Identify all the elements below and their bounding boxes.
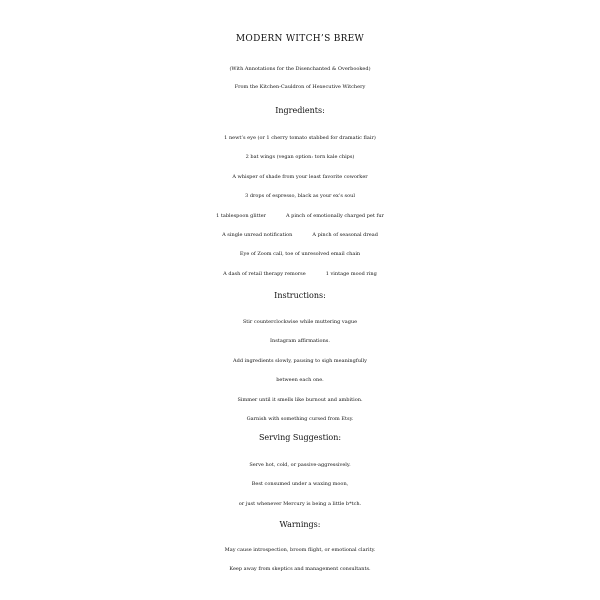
serving-line: Serve hot, cold, or passive-aggressively.	[249, 462, 351, 468]
instruction-line: between each one.	[276, 377, 324, 384]
ingredient-item: A pinch of seasonal dread	[312, 232, 378, 239]
instructions-list	[0, 313, 600, 429]
instruction-line: Simmer until it smells like burnout and ambition.	[237, 396, 363, 403]
ingredient-line: Eye of Zoom call, toe of unresolved email chain	[239, 251, 361, 258]
ingredient-line: 3 drops of espresso, black as your ex’s soul	[245, 193, 355, 200]
ingredient-pair	[0, 207, 600, 226]
subtitle-source: From the Kitchen-Cauldron of Hexecutive Witchery	[234, 84, 366, 90]
instruction-line: Add ingredients slowly, pausing to sigh meaningfully	[233, 357, 367, 364]
ingredient-line: A whisper of shade from your least favorite coworker	[232, 173, 368, 180]
recipe-title: MODERN WITCH’S BREW	[235, 34, 365, 44]
instructions-heading: Instructions:	[274, 291, 326, 300]
serving-line: or just whenever Mercury is being a little b*tch.	[238, 500, 362, 507]
ingredient-item: A single unread notification	[222, 232, 293, 239]
warning-line: May cause introspection, broom flight, or emotional clarity.	[224, 547, 376, 553]
ingredient-item: 1 vintage mood ring	[325, 270, 377, 277]
ingredient-line: 1 newt’s eye (or 1 cherry tomato stabbed for dramatic flair)	[224, 135, 376, 141]
warnings-list	[0, 541, 600, 580]
ingredient-line: 2 bat wings (vegan option: torn kale chips)	[245, 154, 355, 161]
ingredient-pair	[0, 226, 600, 245]
ingredient-pair	[0, 265, 600, 284]
warnings-heading: Warnings:	[279, 520, 321, 529]
ingredients-list	[0, 129, 600, 284]
instruction-line: Garnish with something cursed from Etsy.	[246, 416, 354, 423]
ingredient-item: 1 tablespoon glitter	[216, 212, 266, 219]
serving-list	[0, 456, 600, 514]
ingredient-item: A dash of retail therapy remorse	[223, 270, 306, 277]
serving-line: Best consumed under a waxing moon,	[251, 481, 349, 488]
warning-line: Keep away from skeptics and management consultants.	[229, 566, 371, 573]
instruction-line: Stir counterclockwise while muttering vague	[242, 319, 358, 325]
instruction-line: Instagram affirmations.	[270, 338, 330, 345]
ingredient-item: A pinch of emotionally charged pet fur	[285, 212, 384, 219]
ingredients-heading: Ingredients:	[275, 106, 325, 115]
serving-heading: Serving Suggestion:	[258, 433, 342, 442]
subtitle-annotations: (With Annotations for the Disenchanted & Overbooked)	[229, 66, 371, 72]
